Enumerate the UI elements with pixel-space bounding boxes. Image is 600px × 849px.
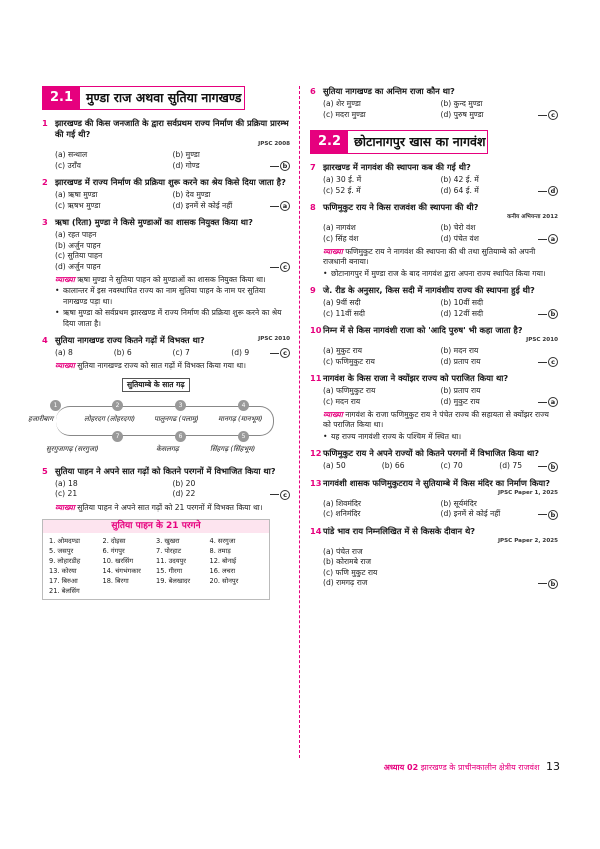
fort-node: 6 <box>175 431 186 442</box>
explanation-bullet: • कालान्तर में इस नवस्थापित राज्य का नाम सुतिया पाहन के नाम पर सुतिया नागखण्ड पड़ा था। <box>55 286 266 306</box>
pargana-item: 6. गंगपुर <box>102 547 125 556</box>
answer-badge: b <box>538 510 558 520</box>
left-column <box>28 86 290 600</box>
explanation-bullet: • ऋषा मुण्डा को सर्वप्रथम झारखण्ड में राज्य निर्माण की प्रक्रिया शुरू करने का श्रेय दिया जाता है। <box>55 308 282 328</box>
option-d: (d) मुकुट राय <box>440 396 480 406</box>
option-a: (a) 9वीं सदी <box>323 298 361 307</box>
diagram-title: सुतियाम्बे के सात गढ़ <box>122 378 190 392</box>
question-text: पांडे भाव राय निम्नलिखित में से किसके दीवान थे? <box>323 525 476 536</box>
pargana-item: 10. खरसिंग <box>102 557 134 566</box>
fort-label: मानगढ़ (मानभूम) <box>218 414 263 423</box>
section-2-1-heading <box>42 86 290 110</box>
option-b: (b) कुन्द मुण्डा <box>440 99 483 108</box>
option-a: (a) सन्थाल <box>55 150 88 159</box>
option-d: (d) 22 <box>172 489 196 499</box>
question-source: JPSC 2010 <box>258 335 290 342</box>
question-1 <box>42 118 290 171</box>
option-a: (a) नागवंश <box>323 223 356 232</box>
option-c: (c) सुतिया पाहन <box>55 251 103 260</box>
question-source: JPSC 2010 <box>526 337 558 343</box>
page-number: 13 <box>546 760 560 773</box>
question-number: 9 <box>310 285 316 295</box>
question-number: 7 <box>310 162 316 172</box>
options <box>42 230 290 272</box>
question-text: नागवंशी शासक फणिमुकुटराय ने सुतियाम्बे में किस मंदिर का निर्माण किया? <box>323 477 551 488</box>
answer-badge: c <box>270 348 290 358</box>
fort-label: लोहरदग (लोहरदगा) <box>84 414 136 423</box>
option-c: (c) 11वीं सदी <box>323 308 365 318</box>
option-b: (b) 42 ई. में <box>440 175 479 184</box>
question-2 <box>42 177 290 211</box>
answer-badge: a <box>270 201 290 211</box>
question-13 <box>310 478 558 520</box>
option-a: (a) 8 <box>55 347 73 357</box>
option-a: (a) 50 <box>323 461 346 470</box>
explanation: व्याख्या नागवंश के राजा फणिमुकुट राय ने पंचेत राज्य की सहायता से क्योंझर राज्य को पराजित किया था। <box>323 410 549 430</box>
option-d: (d) प्रताप राय <box>440 356 481 366</box>
question-text: फणिमुकुट राय ने अपने राज्यों को कितने परगनों में विभाजित किया था? <box>323 448 540 458</box>
fort-label: केसलगढ़ <box>156 444 179 453</box>
fort-node: 2 <box>112 400 123 411</box>
option-c: (c) फणि मुकुट राय <box>323 567 378 577</box>
pargana-item: 16. लचरा <box>209 567 236 576</box>
parganas-title: सुतिया पाहन के 21 परगने <box>43 520 269 533</box>
option-d: (d) 12वीं सदी <box>440 308 484 318</box>
option-c: (c) मदन राय <box>323 396 361 406</box>
question-text: झारखण्ड में नागवंश की स्थापना कब की गई थी? <box>323 162 471 172</box>
question-5 <box>42 466 290 513</box>
option-b: (b) 20 <box>172 478 196 488</box>
pargana-item: 13. कोरया <box>49 567 77 576</box>
option-b: (b) चेरो वंश <box>440 223 476 232</box>
options <box>310 223 558 244</box>
fort-label: पालुनगढ (पलामू) <box>154 414 199 423</box>
option-b: (b) कोरामबे राज <box>323 557 372 566</box>
answer-badge: b <box>538 309 558 319</box>
seven-forts-diagram <box>28 378 290 460</box>
question-text: झारखण्ड में राज्य निर्माण की प्रक्रिया शुरू करने का श्रेय किसे दिया जाता है? <box>55 177 286 187</box>
option-a: (a) ऋषा मुण्डा <box>55 190 98 199</box>
answer-badge: b <box>270 161 290 171</box>
option-d: (d) अर्जुन पाहन <box>55 261 101 271</box>
question-8 <box>310 202 558 279</box>
explanation: व्याख्या सुतिया पाहन ने अपने सात गढ़ों को 21 परगनों में विभक्त किया था। <box>55 502 263 512</box>
pargana-item: 20. सोनपुर <box>209 577 239 586</box>
question-12 <box>310 448 558 472</box>
fort-label: सुरगुजागढ़ (सरगुजा) <box>46 444 99 453</box>
option-c: (c) ऋषभ मुण्डा <box>55 200 101 210</box>
question-text: नागवंश के किस राजा ने क्योंझर राज्य को पराजित किया था? <box>323 373 509 383</box>
question-number: 14 <box>310 525 322 536</box>
options <box>310 99 558 120</box>
question-text: जे. रीड के अनुसार, किस सदी में नागवंशीय राज्य की स्थापना हुई थी? <box>323 285 535 295</box>
parganas-list <box>43 533 269 599</box>
fort-node: 1 <box>50 400 61 411</box>
option-b: (b) 6 <box>113 347 132 357</box>
options <box>42 479 290 500</box>
answer-badge: c <box>538 110 558 120</box>
option-c: (c) 70 <box>440 461 463 470</box>
question-number: 5 <box>42 465 48 476</box>
option-c: (c) 52 ई. में <box>323 185 361 195</box>
question-11 <box>310 373 558 442</box>
explanation-bullet: • यह राज्य नागवंशी राज्य के पश्चिम में स्थित था। <box>323 431 462 441</box>
pargana-item: 12. बोनाई <box>209 557 237 566</box>
question-text: ऋषा (रिता) मुण्डा ने किसे मुण्डाओं का शासक नियुक्त किया था? <box>55 217 253 227</box>
pargana-item: 15. गीरगा <box>156 567 183 576</box>
explanation: व्याख्या ऋषा मुण्डा ने सुतिया पाहन को मुण्डाओं का शासक नियुक्त किया था। <box>55 275 266 284</box>
options <box>310 499 558 520</box>
option-a: (a) रहत पाहन <box>55 230 97 239</box>
section-title: छोटानागपुर खास का नागवंश <box>354 134 486 149</box>
question-number: 3 <box>42 217 48 227</box>
question-text: निम्न में से किस नागवंशी राजा को 'आदि पुरुष' भी कहा जाता है? <box>323 325 523 335</box>
pargana-item: 19. बेलखादर <box>156 577 191 586</box>
pargana-item: 8. तमाड़ <box>209 547 231 556</box>
question-text: सुतिया नागखण्ड राज्य कितने गढ़ों में विभक्त था? <box>55 334 205 345</box>
question-3 <box>42 217 290 329</box>
option-a: (a) फणिमुकुट राय <box>323 386 376 395</box>
option-d: (d) गोण्ड <box>172 160 200 170</box>
right-column <box>310 86 558 595</box>
option-c: (c) 7 <box>172 347 190 357</box>
question-10 <box>310 325 558 367</box>
question-source: JPSC Paper 2, 2025 <box>497 537 558 544</box>
option-b: (b) देव मुण्डा <box>172 190 211 199</box>
column-divider <box>299 86 300 758</box>
fort-node: 4 <box>238 400 249 411</box>
option-b: (b) 10वीं सदी <box>440 298 484 307</box>
pargana-item: 5. जसपुर <box>49 547 74 556</box>
option-c: (c) मदरा मुण्डा <box>323 109 366 119</box>
option-d: (d) 75 <box>499 461 523 470</box>
question-source: कनीय अभियन्ता 2012 <box>507 214 558 220</box>
option-b: (b) अर्जुन पाहन <box>55 240 101 250</box>
question-number: 8 <box>310 202 316 212</box>
options <box>310 461 558 472</box>
option-d: (d) पुरुष मुण्डा <box>440 109 484 119</box>
option-d: (d) इनमें से कोई नहीं <box>172 200 233 210</box>
option-c: (c) सिंह वंश <box>323 233 359 243</box>
option-a: (a) पंचेत राज <box>323 546 363 556</box>
option-b: (b) मदन राय <box>440 346 479 355</box>
fort-node: 5 <box>238 431 249 442</box>
answer-badge: c <box>538 357 558 367</box>
question-number: 6 <box>310 86 316 96</box>
question-source: JPSC 2008 <box>258 141 290 147</box>
question-source: JPSC Paper 1, 2025 <box>497 489 558 496</box>
fort-node: 3 <box>175 400 186 411</box>
explanation: व्याख्या सुतिया नागखण्ड राज्य को सात गढ़ों में विभक्त किया गया था। <box>55 361 247 371</box>
options <box>42 150 290 171</box>
option-b: (b) सूर्यमंदिर <box>440 498 477 508</box>
footer-title: झारखण्ड के प्राचीनकालीन क्षेत्रीय राजवंश <box>420 763 540 772</box>
question-text: फणिमुकुट राय ने किस राजवंश की स्थापना की थी? <box>323 202 479 212</box>
question-7 <box>310 162 558 196</box>
answer-badge: a <box>538 397 558 407</box>
answer-badge: a <box>538 234 558 244</box>
pargana-item: 4. सरगुजा <box>209 537 236 546</box>
answer-badge: b <box>538 579 558 589</box>
section-number: 2.1 <box>43 87 80 109</box>
option-c: (c) फणिमुकुट राय <box>323 356 375 366</box>
pargana-item: 11. उदयपुर <box>156 557 186 566</box>
question-number: 1 <box>42 118 48 128</box>
options <box>42 348 290 359</box>
question-text: झारखण्ड की किस जनजाति के द्वारा सर्वप्रथम राज्य निर्माण की प्रक्रिया प्रारम्भ की गई थी? <box>55 118 289 139</box>
option-d: (d) रामगढ़ राज <box>323 578 368 587</box>
pargana-item: 14. चंगभंगकार <box>102 567 141 576</box>
options <box>310 175 558 196</box>
option-a: (a) मुकुट राय <box>323 346 363 355</box>
question-number: 4 <box>42 334 48 345</box>
pargana-item: 7. पोरहाट <box>156 547 182 556</box>
options <box>310 386 558 407</box>
option-a: (a) 30 ई. में <box>323 175 362 184</box>
option-d: (d) पंचेत वंश <box>440 233 479 243</box>
pargana-item: 9. लोहारडीह <box>49 557 81 566</box>
options <box>310 346 558 367</box>
fort-label: हजारीबाग <box>28 414 54 423</box>
explanation-bullet: • छोटानागपुर में मुण्डा राज के बाद नागवंश द्वारा अपना राज्य स्थापित किया गया। <box>323 268 546 278</box>
pargana-item: 3. खुखरा <box>156 537 180 546</box>
options <box>310 298 558 319</box>
explanation: व्याख्या फणिमुकुट राय ने नागवंश की स्थापना की थी तथा सुतियाम्बे को अपनी राजधानी बनाया। <box>323 247 536 267</box>
page-footer <box>310 760 560 773</box>
option-d: (d) 9 <box>231 347 250 357</box>
question-number: 10 <box>310 325 322 335</box>
option-c: (c) 21 <box>55 489 78 499</box>
question-9 <box>310 285 558 319</box>
option-a: (a) शिवमंदिर <box>323 498 361 508</box>
question-text: सुतिया नागखण्ड का अन्तिम राजा कौन था? <box>323 86 455 96</box>
answer-badge: d <box>538 186 558 196</box>
options <box>310 547 558 589</box>
option-b: (b) प्रताप राय <box>440 386 481 395</box>
question-4 <box>42 335 290 372</box>
answer-badge: c <box>270 490 290 500</box>
pargana-item: 18. बिरगा <box>102 577 129 586</box>
option-c: (c) उराँव <box>55 160 81 170</box>
question-number: 12 <box>310 448 322 458</box>
section-number: 2.2 <box>311 131 348 153</box>
section-2-2-heading <box>310 130 558 154</box>
option-b: (b) 66 <box>381 461 405 470</box>
pargana-item: 17. बिरुआ <box>49 577 78 586</box>
parganas-box <box>42 519 270 600</box>
question-number: 2 <box>42 177 48 187</box>
pargana-item: 1. ओमदण्डा <box>49 537 80 546</box>
options <box>42 190 290 211</box>
section-title: मुण्डा राज अथवा सुतिया नागखण्ड <box>86 90 242 105</box>
fort-label: सिंहगढ़ (सिंहभूम) <box>210 444 256 453</box>
question-number: 11 <box>310 373 322 383</box>
answer-badge: b <box>538 462 558 472</box>
option-c: (c) शनिमंदिर <box>323 509 361 518</box>
question-text: सुतिया पाहन ने अपने सात गढ़ों को कितने परगनों में विभाजित किया था? <box>55 465 276 476</box>
option-d: (d) 64 ई. में <box>440 185 479 195</box>
option-d: (d) इनमें से कोई नहीं <box>440 509 501 518</box>
option-b: (b) मुण्डा <box>172 150 200 159</box>
question-number: 13 <box>310 477 322 488</box>
fort-node: 7 <box>112 431 123 442</box>
footer-chapter: अध्याय 02 <box>383 763 419 772</box>
question-6 <box>310 86 558 120</box>
pargana-item: 21. बेलसिंग <box>49 587 80 596</box>
answer-badge: c <box>270 262 290 272</box>
option-a: (a) 18 <box>55 478 78 488</box>
option-a: (a) शेर मुण्डा <box>323 99 361 108</box>
pargana-item: 2. दोइसा <box>102 537 126 546</box>
question-14 <box>310 526 558 589</box>
